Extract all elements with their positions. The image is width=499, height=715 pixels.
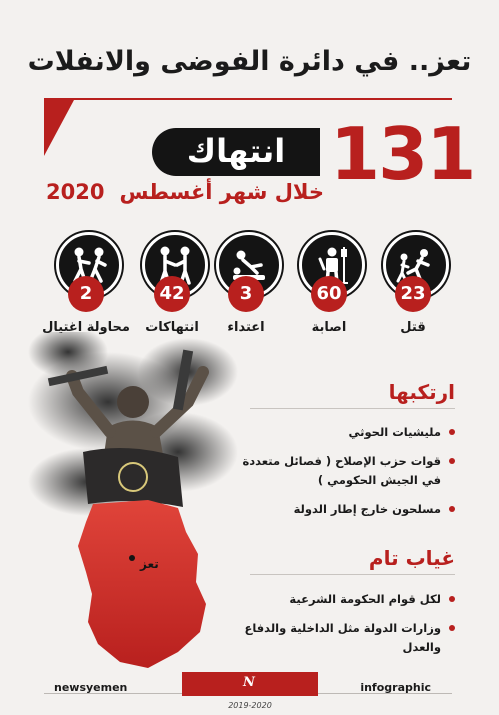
footer-type: infographic (360, 681, 431, 694)
page-title: تعز.. في دائرة الفوضى والانفلات (27, 46, 472, 77)
absence-heading: غياب تام (368, 546, 455, 570)
absence-divider (250, 574, 455, 575)
stat-violations (132, 232, 212, 342)
stat-label: محاولة اغتيال (42, 320, 130, 335)
committed-by-heading: ارتكبها (388, 380, 455, 404)
committed-by-list (235, 423, 455, 529)
stat-label: انتهاكات (145, 320, 199, 335)
stat-value: 60 (311, 276, 347, 312)
total-violations-number: 131 (330, 112, 475, 196)
stat-value: 3 (228, 276, 264, 312)
footer-years: 2019-2020 (228, 701, 272, 710)
headline-year: 2020 (46, 180, 105, 204)
corner-accent (44, 100, 74, 156)
stat-label: اصابة (311, 320, 347, 335)
list-item: لكل قوام الحكومة الشرعية (235, 590, 455, 609)
absence-list (235, 590, 455, 667)
stat-label: قتل (400, 320, 426, 335)
list-item: مسلحون خارج إطار الدولة (235, 500, 455, 519)
list-item: مليشيات الحوثي (235, 423, 455, 442)
stat-injury (289, 232, 369, 342)
stat-label: اعتداء (227, 320, 265, 335)
stat-value: 23 (395, 276, 431, 312)
newsyemen-logo-icon: N (243, 675, 255, 690)
list-item: قوات حزب الإصلاح ( فصائل متعددة في الجيش الحكومي ) (235, 452, 455, 490)
list-item: وزارات الدولة مثل الداخلية والدفاع والعدل (235, 619, 455, 657)
title-divider (44, 98, 452, 100)
headline-subtitle: خلال شهر أغسطس (119, 180, 324, 204)
stat-value: 2 (68, 276, 104, 312)
footer-brand: newsyemen (54, 681, 128, 694)
headline-word: انتهاك (186, 132, 286, 170)
stat-assassination (42, 232, 130, 342)
stat-killing (373, 232, 453, 342)
stat-value: 42 (154, 276, 190, 312)
map-city-label: تعز (140, 557, 159, 571)
committed-by-divider (250, 408, 455, 409)
soldier-map-illustration (28, 332, 238, 672)
